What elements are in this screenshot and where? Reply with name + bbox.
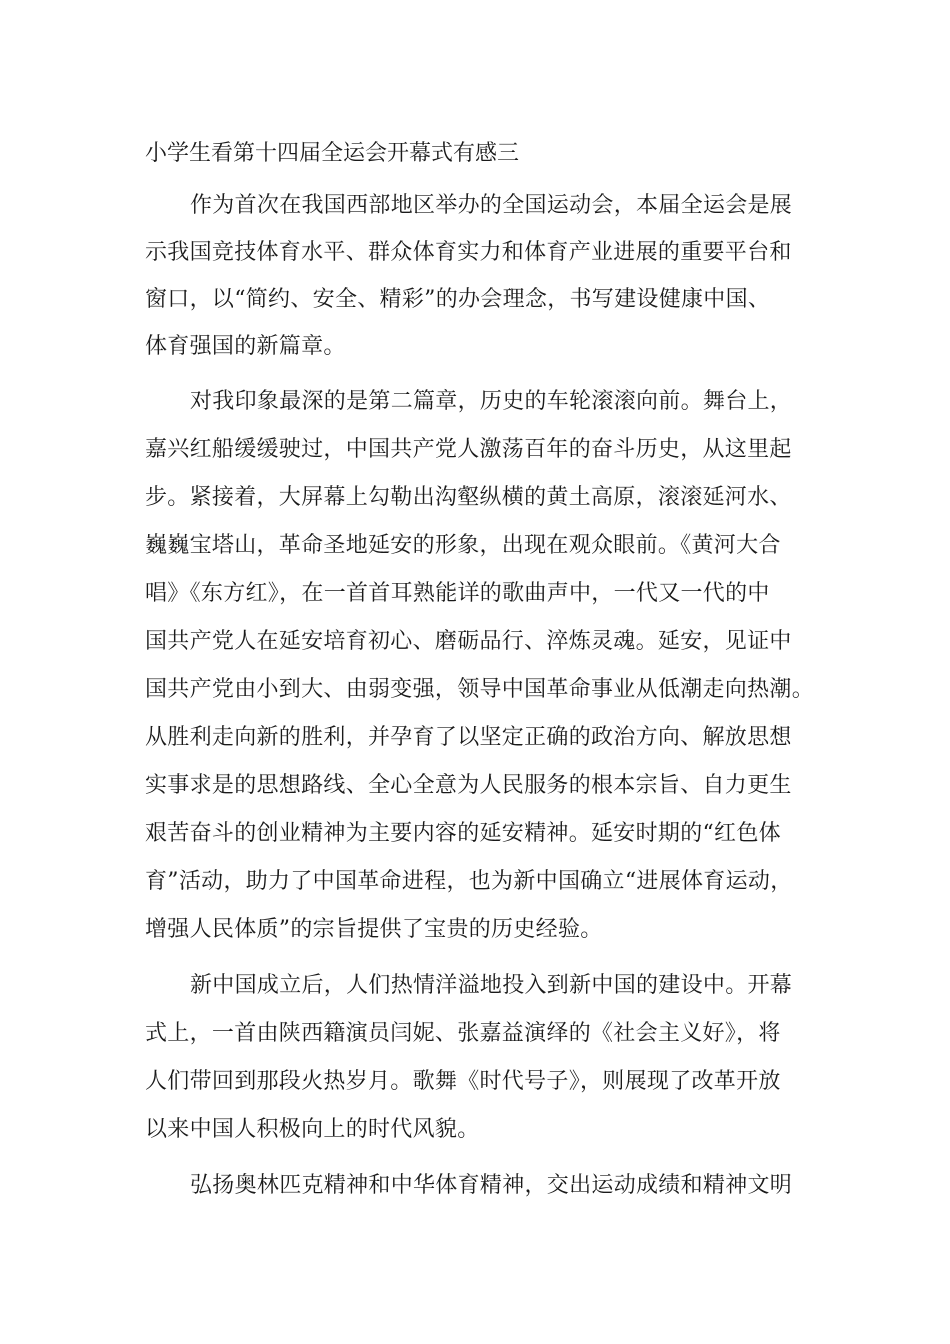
paragraph-line: 艰苦奋斗的创业精神为主要内容的延安精神。延安时期的“红色体 [145,821,781,846]
paragraph-line: 以来中国人积极向上的时代风貌。 [145,1117,480,1142]
paragraph-line: 式上，一首由陕西籍演员闫妮、张嘉益演绎的《社会主义好》，将 [145,1021,781,1046]
paragraph-line: 对我印象最深的是第二篇章，历史的车轮滚滚向前。舞台上， [190,389,793,414]
paragraph-line: 人们带回到那段火热岁月。歌舞《时代号子》，则展现了改革开放 [145,1069,781,1094]
paragraph-line: 嘉兴红船缓缓驶过，中国共产党人激荡百年的奋斗历史，从这里起 [145,437,792,462]
paragraph-line: 步。紧接着，大屏幕上勾勒出沟壑纵横的黄土高原，滚滚延河水、 [145,485,792,510]
paragraph-line: 国共产党由小到大、由弱变强，领导中国革命事业从低潮走向热潮。 [145,677,815,702]
paragraph-line: 示我国竞技体育水平、群众体育实力和体育产业进展的重要平台和 [145,240,792,265]
paragraph-line: 新中国成立后，人们热情洋溢地投入到新中国的建设中。开幕 [190,973,793,998]
paragraph-line: 唱》《东方红》，在一首首耳熟能详的歌曲声中，一代又一代的中 [145,581,770,606]
paragraph-line: 体育强国的新篇章。 [145,334,346,359]
paragraph-line: 作为首次在我国西部地区举办的全国运动会，本届全运会是展 [190,193,793,218]
paragraph-line: 国共产党人在延安培育初心、磨砺品行、淬炼灵魂。延安，见证中 [145,629,792,654]
paragraph-line: 从胜利走向新的胜利，并孕育了以坚定正确的政治方向、解放思想 [145,725,792,750]
paragraph-line: 实事求是的思想路线、全心全意为人民服务的根本宗旨、自力更生 [145,773,792,798]
paragraph-line: 窗口，以“简约、安全、精彩”的办会理念，书写建设健康中国、 [145,287,771,312]
document-title: 小学生看第十四届全运会开幕式有感三 [145,141,520,166]
paragraph-line: 增强人民体质”的宗旨提供了宝贵的历史经验。 [145,917,603,942]
paragraph-line: 巍巍宝塔山，革命圣地延安的形象，出现在观众眼前。《黄河大合 [145,533,781,558]
paragraph-line: 育”活动，助力了中国革命进程，也为新中国确立“进展体育运动， [145,869,793,894]
paragraph-line: 弘扬奥林匹克精神和中华体育精神，交出运动成绩和精神文明 [190,1173,793,1198]
